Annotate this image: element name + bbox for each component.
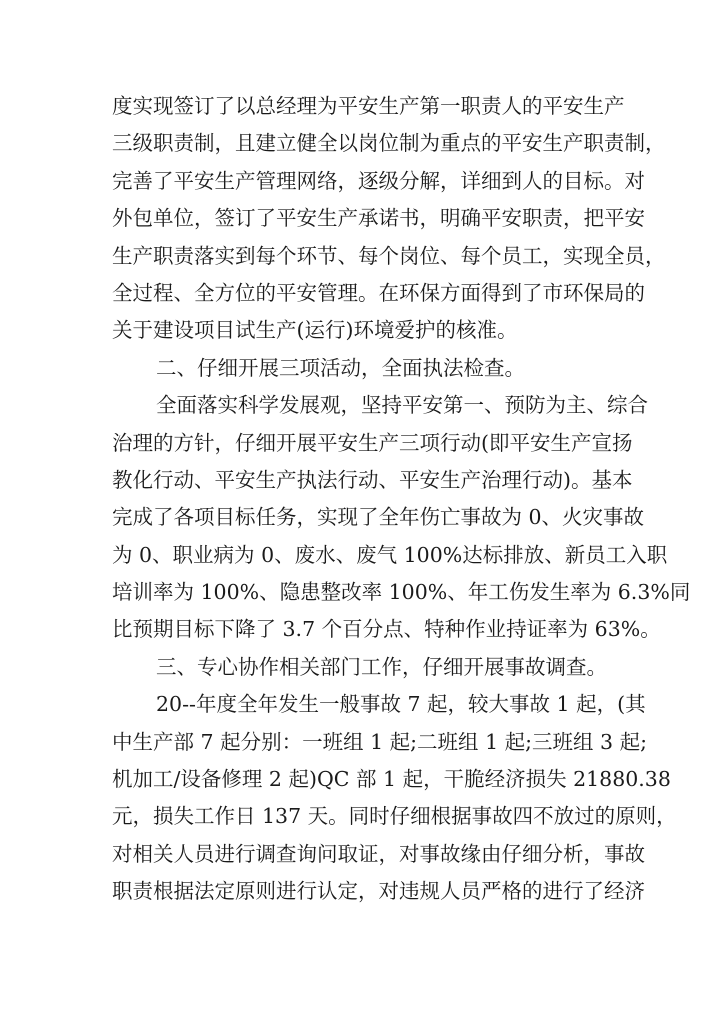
text-line: 比预期目标下降了 3.7 个百分点、特种作业持证率为 63%。 xyxy=(112,617,661,642)
text-line: 培训率为 100%、隐患整改率 100%、年工伤发生率为 6.3%同 xyxy=(112,580,691,605)
text-line: 全面落实科学发展观，坚持平安第一、预防为主、综合 xyxy=(156,393,648,418)
document-body xyxy=(112,88,691,911)
text-line: 治理的方针，仔细开展平安生产三项行动(即平安生产宣扬 xyxy=(112,430,633,455)
text-line: 20--年度全年发生一般事故 7 起，较大事故 1 起，(其 xyxy=(156,692,646,717)
text-line: 全过程、全方位的平安管理。在环保方面得到了市环保局的 xyxy=(112,280,645,305)
text-line: 对相关人员进行调查询问取证，对事故缘由仔细分析，事故 xyxy=(112,841,645,866)
text-line: 元，损失工作日 137 天。同时仔细根据事故四不放过的原则， xyxy=(112,804,677,829)
text-line: 为 0、职业病为 0、废水、废气 100%达标排放、新员工入职 xyxy=(112,542,668,567)
text-line: 三级职责制，且建立健全以岗位制为重点的平安生产职责制， xyxy=(112,131,666,156)
text-line: 机加工/设备修理 2 起)QC 部 1 起，干脆经济损失 21880.38 xyxy=(112,767,671,792)
text-line: 生产职责落实到每个环节、每个岗位、每个员工，实现全员， xyxy=(112,243,666,268)
text-line: 中生产部 7 起分别：一班组 1 起;二班组 1 起;三班组 3 起; xyxy=(112,729,648,754)
text-line: 职责根据法定原则进行认定，对违规人员严格的进行了经济 xyxy=(112,879,645,904)
text-line: 完成了各项目标任务，实现了全年伤亡事故为 0、火灾事故 xyxy=(112,505,645,530)
text-line: 度实现签订了以总经理为平安生产第一职责人的平安生产 xyxy=(112,94,625,118)
text-line: 关于建设项目试生产(运行)环境爱护的核准。 xyxy=(112,318,518,343)
text-line: 外包单位，签订了平安生产承诺书，明确平安职责，把平安 xyxy=(112,206,645,231)
text-line: 三、专心协作相关部门工作，仔细开展事故调查。 xyxy=(156,654,607,679)
text-line: 二、仔细开展三项活动，全面执法检查。 xyxy=(156,355,525,380)
text-line: 完善了平安生产管理网络，逐级分解，详细到人的目标。对 xyxy=(112,168,645,193)
text-line: 教化行动、平安生产执法行动、平安生产治理行动)。基本 xyxy=(112,467,633,492)
